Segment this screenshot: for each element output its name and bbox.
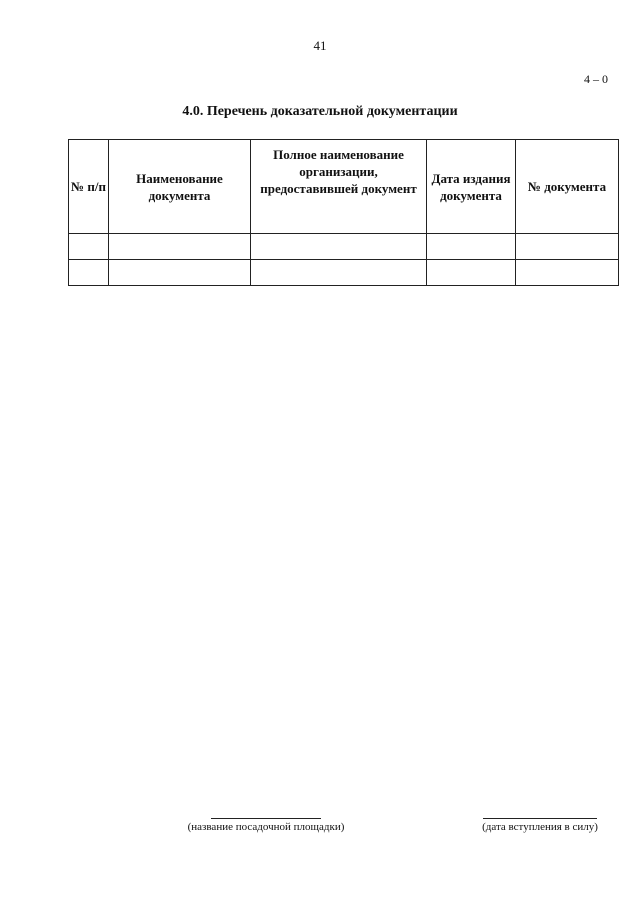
effective-date-field	[472, 818, 608, 833]
table-cell	[109, 260, 251, 286]
page-code: 4 – 0	[584, 72, 608, 86]
table-cell	[109, 234, 251, 260]
table-cell	[251, 260, 427, 286]
table-cell	[516, 260, 619, 286]
site-name-field	[176, 818, 356, 833]
header-issue-date: Дата издания документа	[427, 140, 516, 234]
section-title: 4.0. Перечень доказательной документации	[182, 104, 458, 119]
table-row	[69, 260, 619, 286]
table-cell	[69, 234, 109, 260]
table-cell	[427, 260, 516, 286]
table-header-row	[69, 140, 619, 234]
table-cell	[69, 260, 109, 286]
header-document-name: Наименование документа	[109, 140, 251, 234]
effective-date-signature-line	[483, 818, 597, 819]
header-organization-name: Полное наименование организации, предоставившей документ	[251, 140, 427, 234]
table-cell	[427, 234, 516, 260]
header-document-number: № документа	[516, 140, 619, 234]
table-cell	[516, 234, 619, 260]
site-name-signature-line	[211, 818, 321, 819]
table-row	[69, 234, 619, 260]
site-name-caption: (название посадочной площадки)	[187, 821, 345, 833]
documentation-table	[68, 139, 619, 286]
effective-date-caption: (дата вступления в силу)	[482, 821, 598, 833]
page-number: 41	[313, 38, 327, 53]
header-row-number: № п/п	[69, 140, 109, 234]
table-cell	[251, 234, 427, 260]
